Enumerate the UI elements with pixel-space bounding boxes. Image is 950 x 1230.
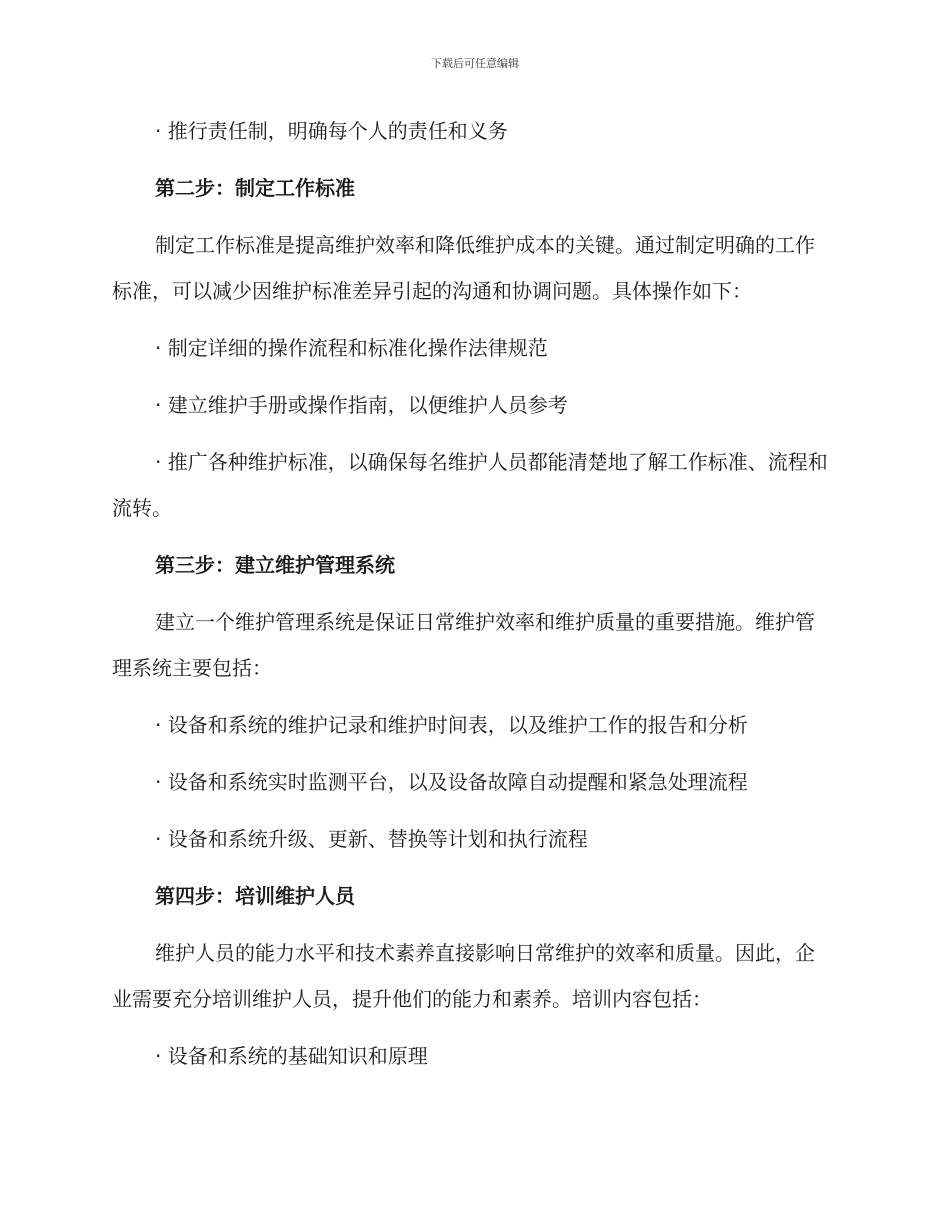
paragraph: 维护人员的能力水平和技术素养直接影响日常维护的效率和质量。因此，企业需要充分培训维护人员，提升他们的能力和素养。培训内容包括：: [112, 941, 815, 1011]
list-item: · 设备和系统升级、更新、替换等计划和执行流程: [155, 827, 588, 851]
list-item: · 设备和系统的维护记录和维护时间表，以及维护工作的报告和分析: [155, 713, 748, 737]
list-item: · 推广各种维护标准，以确保每名维护人员都能清楚地了解工作标准、流程和流转。: [112, 450, 828, 520]
page-header: 下载后可任意编辑: [431, 57, 519, 70]
list-item: · 设备和系统的基础知识和原理: [155, 1044, 428, 1068]
section-heading: 第二步：制定工作标准: [155, 176, 355, 200]
paragraph: 制定工作标准是提高维护效率和降低维护成本的关键。通过制定明确的工作标准，可以减少因维护标准差异引起的沟通和协调问题。具体操作如下：: [112, 233, 815, 303]
document-body: [112, 108, 834, 1090]
section-heading: 第三步：建立维护管理系统: [155, 553, 395, 577]
paragraph: 建立一个维护管理系统是保证日常维护效率和维护质量的重要措施。维护管理系统主要包括：: [112, 610, 815, 680]
list-item: · 制定详细的操作流程和标准化操作法律规范: [155, 336, 548, 360]
section-heading: 第四步：培训维护人员: [155, 884, 355, 908]
list-item: · 推行责任制，明确每个人的责任和义务: [155, 119, 508, 143]
list-item: · 建立维护手册或操作指南，以便维护人员参考: [155, 393, 568, 417]
list-item: · 设备和系统实时监测平台，以及设备故障自动提醒和紧急处理流程: [155, 770, 748, 794]
